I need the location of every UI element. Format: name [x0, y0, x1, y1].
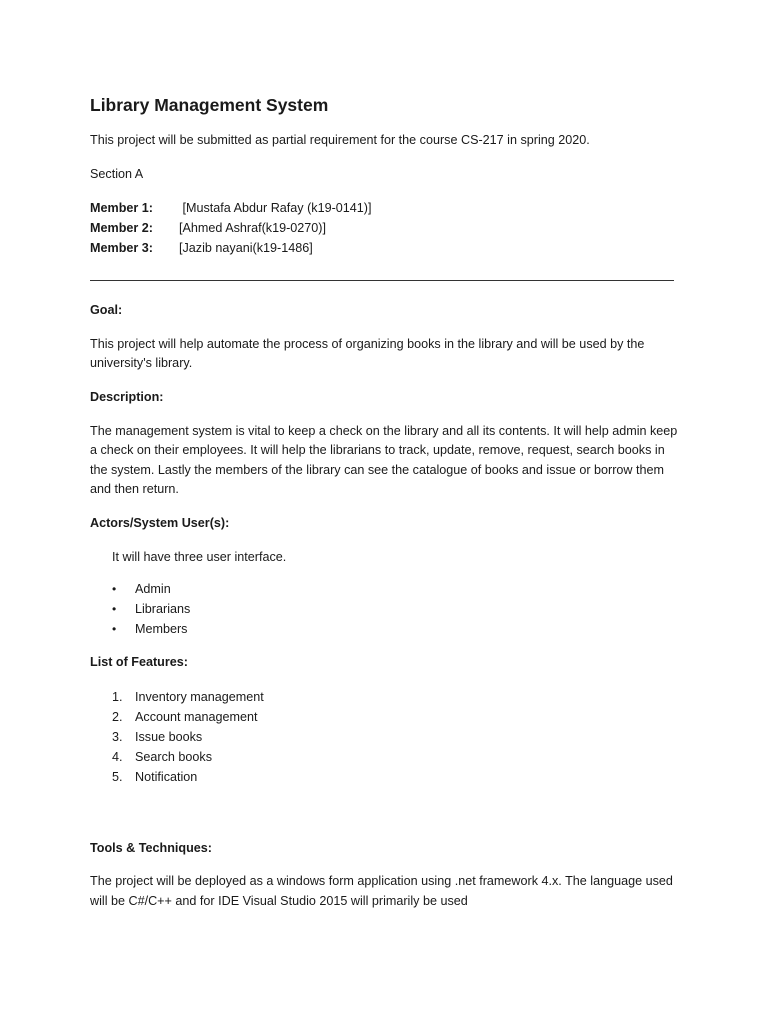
list-number: 2.: [112, 709, 123, 724]
tools-heading: Tools & Techniques:: [90, 840, 212, 855]
list-item: [90, 727, 680, 747]
list-item: [90, 747, 680, 767]
list-item: [90, 707, 680, 727]
actor-label: Admin: [135, 582, 171, 597]
section-label: Section A: [90, 166, 144, 181]
list-number: 4.: [112, 749, 123, 764]
blank-space: [90, 801, 680, 839]
feature-label: Issue books: [135, 729, 203, 744]
list-number: 3.: [112, 729, 123, 744]
tools-paragraph: The project will be deployed as a windows form application using .net framework 4.x. The language used will be C#/C++ and for IDE Visual Studio 2015 will primarily be used: [90, 874, 673, 908]
list-number: 5.: [112, 769, 123, 784]
feature-label: Notification: [135, 769, 198, 784]
description-paragraph: The management system is vital to keep a check on the library and all its contents. It will help admin keep a check on their employees. It will help the librarians to track, update, remove, request, search books in the system. Lastly the members of the library can see the catalogue of books and issue or borrow them and then return.: [90, 423, 678, 497]
actors-heading: Actors/System User(s):: [90, 515, 230, 530]
bullet-icon: •: [112, 622, 117, 637]
document-body: [90, 94, 680, 926]
feature-label: Search books: [135, 749, 213, 764]
member-name: [Mustafa Abdur Rafay (k19-0141)]: [179, 201, 372, 216]
member-row: [90, 198, 680, 218]
actors-intro: It will have three user interface.: [112, 549, 287, 564]
goal-heading: Goal:: [90, 303, 123, 318]
actor-label: Members: [135, 622, 188, 637]
member-name: [Jazib nayani(k19-1486]: [179, 241, 313, 256]
member-label: Member 3:: [90, 241, 153, 256]
actors-list: [90, 579, 680, 639]
member-row: [90, 238, 680, 258]
member-label: Member 2:: [90, 221, 153, 236]
list-item: [90, 579, 680, 599]
feature-label: Inventory management: [135, 689, 264, 704]
list-item: [90, 767, 680, 787]
feature-label: Account management: [135, 709, 258, 724]
members-list: [90, 198, 680, 258]
bullet-icon: •: [112, 602, 117, 617]
list-item: [90, 619, 680, 639]
intro-paragraph: This project will be submitted as partial requirement for the course CS-217 in spring 2020.: [90, 133, 590, 147]
member-row: [90, 218, 680, 238]
goal-paragraph: This project will help automate the process of organizing books in the library and will be used by the university's library.: [90, 336, 645, 371]
list-number: 1.: [112, 689, 123, 704]
list-item: [90, 599, 680, 619]
list-item: [90, 687, 680, 707]
document-title: Library Management System: [90, 95, 329, 115]
member-name: [Ahmed Ashraf(k19-0270)]: [179, 221, 327, 236]
actor-label: Librarians: [135, 602, 191, 617]
features-heading: List of Features:: [90, 655, 188, 670]
bullet-icon: •: [112, 582, 117, 597]
member-label: Member 1:: [90, 201, 153, 216]
description-heading: Description:: [90, 389, 164, 404]
features-list: [90, 687, 680, 787]
horizontal-rule: [90, 280, 674, 281]
